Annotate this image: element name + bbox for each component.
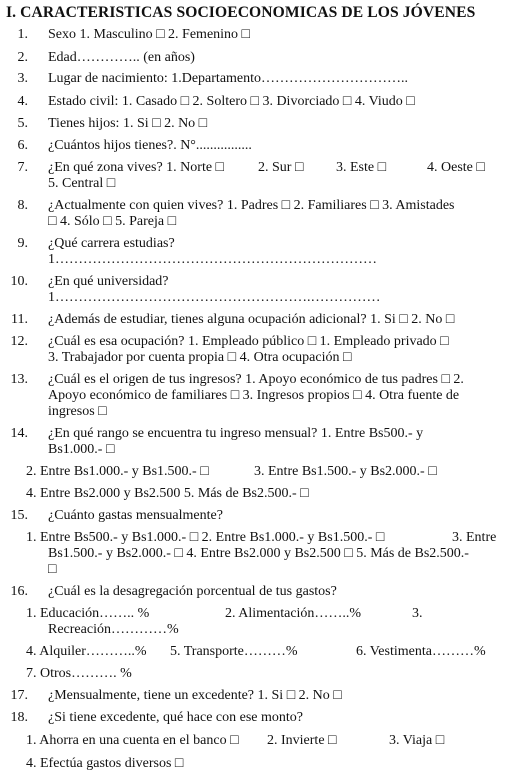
question-text: Tienes hijos: 1. Si □ 2. No □	[48, 116, 208, 131]
option-vestimenta: 6. Vestimenta………%	[356, 644, 486, 659]
question-number: 5.	[17, 116, 28, 131]
question-text: Sexo 1. Masculino □ 2. Femenino □	[48, 27, 251, 42]
option-3-number: 3.	[412, 606, 423, 621]
question-text: ¿Cuál es la desagregación porcentual de tus gastos?	[48, 584, 337, 599]
question-number: 9.	[17, 236, 28, 251]
question-text: ¿Si tiene excedente, qué hace con ese monto?	[48, 710, 303, 725]
option-ahorra: 1. Ahorra en una cuenta en el banco □	[26, 733, 239, 748]
question-number: 1.	[17, 27, 28, 42]
question-text-cont: 3. Trabajador por cuenta propia □ 4. Otra ocupación □	[48, 350, 352, 365]
option-transporte: 5. Transporte………%	[170, 644, 298, 659]
option-1-2: 1. Entre Bs500.- y Bs1.000.- □ 2. Entre Bs1.000.- y Bs1.500.- □	[26, 530, 385, 545]
question-text-cont: Bs1.000.- □	[48, 442, 115, 457]
option-2: 2. Entre Bs1.000.- y Bs1.500.- □	[26, 464, 209, 479]
option-otros: 7. Otros………. %	[26, 666, 132, 681]
option-sur: 2. Sur □	[258, 160, 304, 175]
question-number: 18.	[10, 710, 28, 725]
question-number: 6.	[17, 138, 28, 153]
question-text: ¿Cuál es el origen de tus ingresos? 1. Apoyo económico de tus padres □ 2.	[48, 372, 464, 387]
option-checkbox: □	[48, 562, 57, 577]
question-number: 3.	[17, 71, 28, 86]
question-number: 13.	[10, 372, 28, 387]
question-number: 14.	[10, 426, 28, 441]
option-invierte: 2. Invierte □	[267, 733, 337, 748]
option-educacion: 1. Educación…….. %	[26, 606, 150, 621]
question-text: ¿Además de estudiar, tienes alguna ocupación adicional? 1. Si □ 2. No □	[48, 312, 455, 327]
question-number: 8.	[17, 198, 28, 213]
question-number: 15.	[10, 508, 28, 523]
question-text-cont: Apoyo económico de familiares □ 3. Ingresos propios □ 4. Otra fuente de	[48, 388, 460, 403]
question-text: ¿Mensualmente, tiene un excedente? 1. Si □ 2. No □	[48, 688, 342, 703]
option-este: 3. Este □	[336, 160, 387, 175]
question-number: 7.	[17, 160, 28, 175]
option-central: 5. Central □	[48, 176, 116, 191]
option-4-5: 4. Entre Bs2.000 y Bs2.500 5. Más de Bs2.500.- □	[26, 486, 309, 501]
question-text: Edad………….. (en años)	[48, 50, 195, 65]
question-number: 16.	[10, 584, 28, 599]
option-gastos-diversos: 4. Efectúa gastos diversos □	[26, 756, 184, 771]
question-number: 17.	[10, 688, 28, 703]
question-number: 11.	[11, 312, 28, 327]
question-number: 12.	[10, 334, 28, 349]
option-3: 3. Entre Bs1.500.- y Bs2.000.- □	[254, 464, 437, 479]
option-3-5: Bs1.500.- y Bs2.000.- □ 4. Entre Bs2.000 y Bs2.500 □ 5. Más de Bs2.500.-	[48, 546, 469, 561]
question-text: ¿Cuántos hijos tienes?. N°................	[48, 138, 252, 153]
option-recreacion: Recreación…………%	[48, 622, 179, 637]
option-oeste: 4. Oeste □	[427, 160, 485, 175]
question-number: 2.	[17, 50, 28, 65]
answer-line: 1……………………………………………….……………	[48, 290, 381, 305]
question-text: ¿Cuál es esa ocupación? 1. Empleado público □ 1. Empleado privado □	[48, 334, 449, 349]
option-alquiler: 4. Alquiler………..%	[26, 644, 147, 659]
question-number: 10.	[10, 274, 28, 289]
question-number: 4.	[17, 94, 28, 109]
question-text: Lugar de nacimiento: 1.Departamento…………………………..	[48, 71, 409, 86]
question-text: ¿Actualmente con quien vives? 1. Padres □ 2. Familiares □ 3. Amistades	[48, 198, 455, 213]
question-text: ¿Qué carrera estudias?	[48, 236, 175, 251]
question-text-cont: □ 4. Sólo □ 5. Pareja □	[48, 214, 177, 229]
section-title: I. CARACTERISTICAS SOCIOECONOMICAS DE LOS JÓVENES	[6, 4, 476, 21]
answer-line: 1……………………………………………………………	[48, 252, 377, 267]
question-text: ¿En qué rango se encuentra tu ingreso mensual? 1. Entre Bs500.- y	[48, 426, 424, 441]
option-3: 3. Entre	[452, 530, 497, 545]
option-alimentacion: 2. Alimentación……..%	[225, 606, 362, 621]
option-viaja: 3. Viaja □	[389, 733, 445, 748]
question-text: ¿En qué zona vives? 1. Norte □	[48, 160, 225, 175]
question-text: Estado civil: 1. Casado □ 2. Soltero □ 3. Divorciado □ 4. Viudo □	[48, 94, 415, 109]
question-text: ¿Cuánto gastas mensualmente?	[48, 508, 223, 523]
question-text-cont: ingresos □	[48, 404, 107, 419]
question-text: ¿En qué universidad?	[48, 274, 169, 289]
